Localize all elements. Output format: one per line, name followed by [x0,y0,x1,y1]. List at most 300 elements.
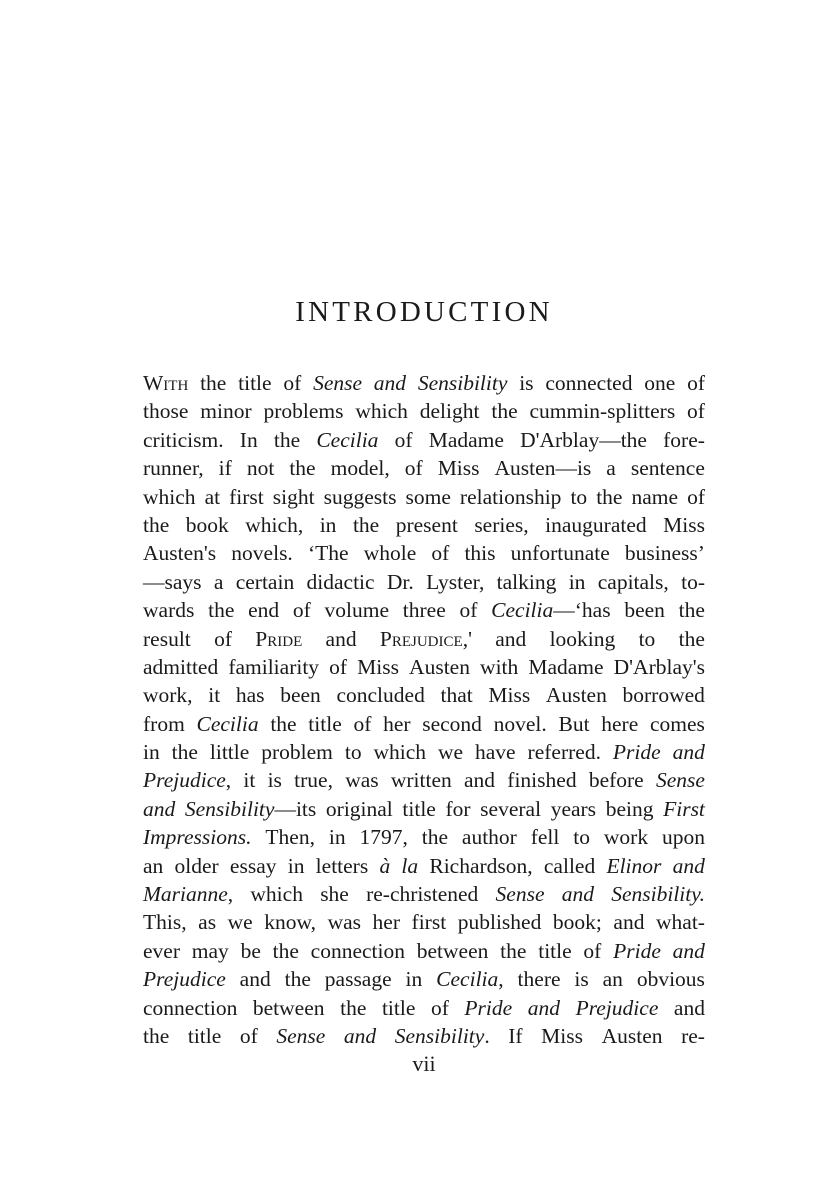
word [663,795,705,823]
word [264,908,316,936]
word [228,908,253,936]
word [143,994,237,1022]
word [431,994,449,1022]
word-part: of [583,938,602,963]
word-part: and [464,768,496,793]
word [395,1022,490,1050]
word [431,539,449,567]
word [497,568,557,596]
word [687,369,705,397]
word-part: wards [143,598,195,623]
word [238,369,271,397]
word [273,937,299,965]
word [459,596,477,624]
word-part: Richardson, [429,853,533,878]
word-part: name [631,484,679,509]
text-line [143,994,705,1022]
word [268,766,282,794]
text-line [143,568,705,596]
word [175,852,219,880]
word [353,511,379,539]
word-part: title [402,796,436,821]
word [308,539,349,567]
word [614,653,705,681]
word-part: her [383,711,411,736]
word [538,937,571,965]
chapter-heading: INTRODUCTION [295,296,553,328]
word-part: three [402,598,446,623]
word-part: D'Arblay's [613,654,705,679]
word [687,483,705,511]
word-part: Prejudice [143,768,226,793]
word [316,426,378,454]
word [625,539,705,567]
word [143,908,187,936]
word-part: finished [507,768,577,793]
word [474,511,528,539]
word-part: Sense [655,768,705,793]
word [480,653,518,681]
text-line [143,454,705,482]
word-part: know, [264,910,317,935]
word [639,625,656,653]
word-part: Miss [488,683,531,708]
word [243,766,255,794]
word-part: Marianne [143,882,228,907]
word [230,852,277,880]
text-line [143,369,705,397]
word-part: upon [661,825,705,850]
word [274,426,300,454]
word-part: Austen [545,683,607,708]
word-part: as [198,910,217,935]
word [228,653,319,681]
word [611,880,705,908]
word-part: Sensibility [184,796,275,821]
word [143,681,193,709]
word-part: Sensibility [394,1023,485,1048]
word-part: ‘The [307,541,349,566]
word-part: Sense [313,371,363,395]
word [328,908,361,936]
word-part: cummin-splitters [529,399,676,424]
word-part: Then, [265,825,315,850]
word-part: Sensibility [417,371,508,395]
word-part: the [678,626,705,651]
word [650,710,705,738]
word-part: Pride [255,626,303,651]
word [188,1022,221,1050]
word-part: from [143,711,185,736]
word [511,539,610,567]
word [576,994,659,1022]
word-part: book [185,512,229,537]
word-part: in [328,825,346,850]
word [679,625,705,653]
text-line [143,483,705,511]
word [462,823,517,851]
word-part: familiarity [228,654,320,679]
word [143,596,194,624]
word-part: Sense [276,1023,326,1048]
word-part: re-christened [366,882,479,907]
word-part: book; [552,910,602,935]
word-part: , [498,967,504,992]
word-part: Austen—is [494,456,592,481]
word [143,880,233,908]
word [261,738,333,766]
word-part: problem [261,740,333,765]
word-part: the [284,967,311,992]
word [623,681,705,709]
word [679,596,705,624]
word-part: of [687,484,705,509]
word [285,965,311,993]
word-part: relationship [459,484,562,509]
word [208,681,220,709]
word [247,454,274,482]
word-part: first [411,910,447,935]
text-line [143,710,705,738]
word [186,511,229,539]
word-part: is [574,967,589,992]
word [143,823,252,851]
word [601,710,638,738]
text-line [143,1022,705,1050]
word [406,483,451,511]
word [329,823,346,851]
word [345,738,362,766]
word [545,511,647,539]
word-part: some [405,484,451,509]
text-line [143,539,705,567]
word-part: —‘has [553,598,611,623]
word [253,994,325,1022]
word [353,710,371,738]
word [596,483,622,511]
word-part: which, [245,512,304,537]
word-part: title [538,938,572,963]
word-part: may [191,938,229,963]
word [324,483,397,511]
word-part: the [143,1023,170,1048]
word [236,681,265,709]
word-part: of [431,541,450,566]
word-part: to [570,484,588,509]
word [326,625,357,653]
word [422,710,482,738]
word-part: and [673,995,705,1020]
word-part: of [292,598,311,623]
word [143,511,169,539]
word-part: delight [419,399,480,424]
text-line [143,596,705,624]
word-part: work, [143,683,193,708]
word [507,766,576,794]
word-part: of [283,371,302,395]
word-part: and [495,626,527,651]
word-part: the [500,938,527,963]
word [418,369,508,397]
word [366,880,478,908]
word [383,710,410,738]
word-part: runner, [143,456,204,481]
word [464,539,495,567]
word-part: several [480,796,542,821]
page-number: vii [412,1051,436,1076]
word-part: the [272,938,299,963]
word-part: true, [294,768,333,793]
word-part: novels. [231,541,293,566]
word-part: looking [549,626,616,651]
word [488,681,530,709]
word [662,823,705,851]
word-part: volume [324,598,390,623]
word-part: ,' [462,626,472,651]
word-part: Pride [612,740,661,765]
text-line [143,766,705,794]
word-part: of [687,371,705,395]
word [613,937,661,965]
word-part: the [352,512,380,537]
word-part: result [143,626,191,651]
word [518,965,561,993]
word-part: , [227,882,234,907]
word [143,568,202,596]
word-part: those [143,399,189,424]
word [143,539,216,567]
word [496,880,545,908]
word-part: what- [656,910,705,935]
word [143,710,185,738]
word-part: second [422,711,482,736]
text-line [143,880,705,908]
word-part: connection [143,995,238,1020]
word [656,766,705,794]
word-part: of [687,399,705,424]
word [373,908,400,936]
word-part: concluded [336,683,425,708]
text-line [143,823,705,851]
word-part: and [613,910,645,935]
word [420,397,480,425]
word [143,653,218,681]
word [528,994,560,1022]
word-part: if [218,456,232,481]
word [550,625,616,653]
word-part: Cecilia [436,967,499,992]
word-part: whole [363,541,417,566]
word-part: the [273,427,301,452]
word [603,965,623,993]
word [307,568,375,596]
word-part: she [320,882,349,907]
word-part: which [143,484,196,509]
word [240,965,271,993]
word [143,738,160,766]
word-part: here [601,711,639,736]
word-part: between [416,938,489,963]
word-part: written [390,768,452,793]
word [185,795,316,823]
word-part: . [484,1023,490,1048]
word [308,710,341,738]
word [198,908,216,936]
word [374,738,427,766]
word-part: in [143,740,160,765]
word [558,710,589,738]
word [494,710,547,738]
word-part: model, [330,456,390,481]
word-part: the [208,598,235,623]
word [205,483,221,511]
word-part: First [663,796,705,821]
word-part: the [270,711,297,736]
word [495,454,592,482]
word [387,568,414,596]
word [606,454,616,482]
word [143,426,224,454]
text-line [143,795,705,823]
word-part: end [248,598,280,623]
word [344,1022,376,1050]
word-part: of [394,427,413,452]
word-part: the [171,740,198,765]
word-part: and [325,626,357,651]
word [412,908,447,936]
word [673,738,705,766]
word [508,1022,522,1050]
word-part: criticism. [143,427,224,452]
text-line [143,681,705,709]
word-part: being [605,796,654,821]
word [553,908,602,936]
word-part: fore- [663,427,705,452]
word-part: and [527,995,561,1020]
word-part: to [638,626,656,651]
word [409,653,470,681]
word [172,738,198,766]
word [382,994,415,1022]
word [359,823,407,851]
word-part: la [401,853,419,878]
word [663,426,705,454]
word-part: not [246,456,275,481]
word-part: of [329,654,348,679]
word [336,681,424,709]
word [229,483,264,511]
word [637,965,705,993]
word-part: Pride [464,995,513,1020]
word-part: talking [496,569,557,594]
word [316,852,369,880]
word-part: Prejudice [143,967,226,992]
word-part: of [353,711,372,736]
word-part: her [372,910,400,935]
word-part: re- [681,1023,705,1048]
word [583,937,601,965]
word [406,965,423,993]
word [613,908,644,936]
word [519,369,533,397]
word [631,454,705,482]
word-part: is [267,768,282,793]
word [231,539,293,567]
word [429,852,532,880]
word-part: , [225,768,232,793]
word-part: Madame [428,427,504,452]
word-part: If [508,1023,523,1048]
word [255,625,302,653]
word [143,852,163,880]
word [325,596,390,624]
word-part: older [174,853,219,878]
word [320,511,337,539]
word-part: title [187,1023,222,1048]
word [663,511,705,539]
word [546,681,607,709]
word-part: published [457,910,542,935]
word [326,795,393,823]
text-line [143,908,705,936]
word-part: years [550,796,597,821]
word [192,937,229,965]
word-part: has [235,683,265,708]
word-part: Miss [357,654,399,679]
text-line [143,653,705,681]
word-part: little [209,740,250,765]
word [445,795,470,823]
word-part: is [519,371,534,395]
word [219,454,232,482]
word-part: at [204,484,221,509]
word [551,795,596,823]
word-part: 1797, [359,825,408,850]
word [613,738,661,766]
word [311,937,405,965]
word-part: a [213,569,224,594]
text-line [143,937,705,965]
word-part: Prejudice [379,626,463,651]
word [574,965,588,993]
word-part: to- [681,569,705,594]
word [403,596,446,624]
text-line [143,511,705,539]
word-part: Austen's [143,541,217,566]
word [520,426,647,454]
word [364,539,417,567]
word [380,625,472,653]
word-part: —says [143,569,202,594]
word [210,738,249,766]
word [624,596,665,624]
word [197,710,259,738]
word-part: we [227,910,253,935]
word-part: didactic [306,569,375,594]
word-part: be [240,938,261,963]
word [529,397,675,425]
word-part: Miss [437,456,480,481]
word-part: certain [235,569,295,594]
word-part: and [239,967,271,992]
word-part: author [461,825,517,850]
word [681,1022,705,1050]
text-line [143,426,705,454]
word-part: of [239,1023,258,1048]
word-part: sentence [630,456,705,481]
word-part: borrowed [622,683,705,708]
word [280,681,321,709]
